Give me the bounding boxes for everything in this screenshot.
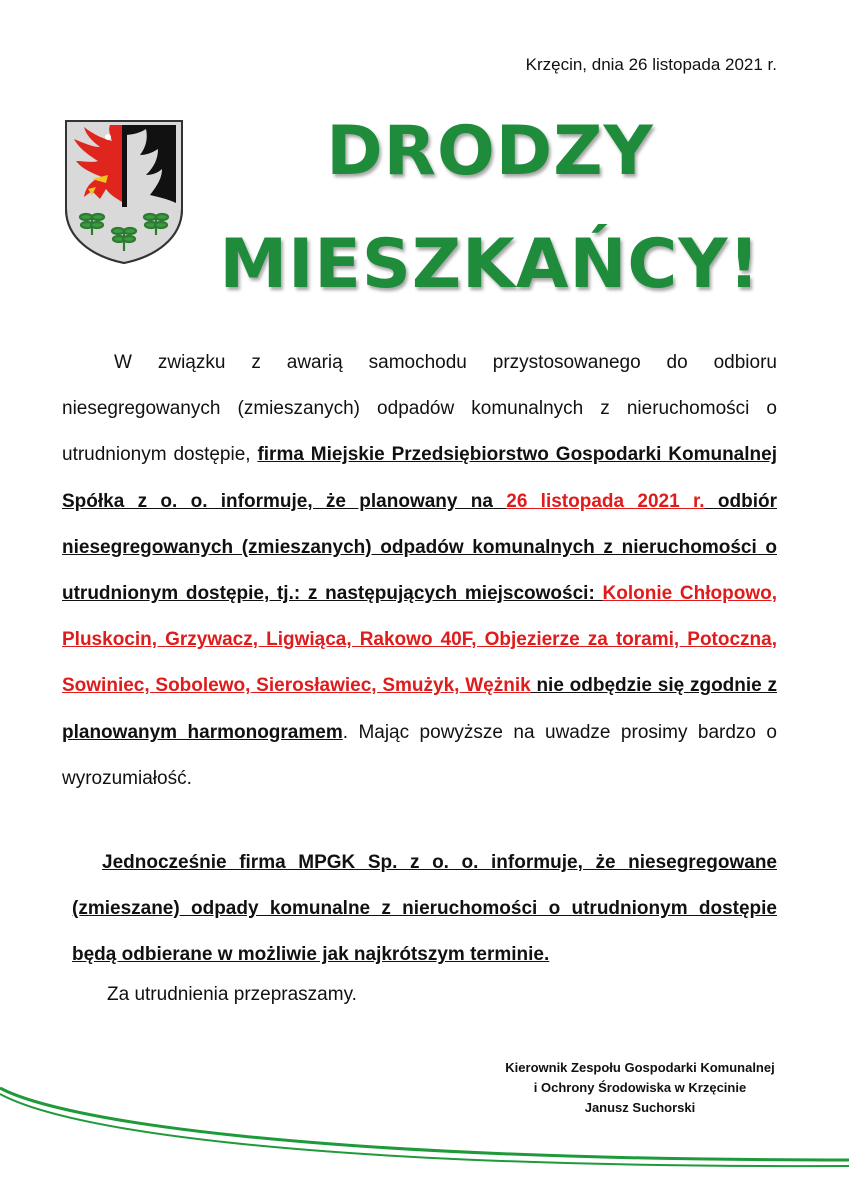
paragraph-intro: W związku z awarią samochodu przystosowanego do odbioru niesegregowanych (zmieszanych) odpadów komunalnych z nieruchomości o utrudnionym dostępie, (62, 352, 777, 466)
affected-localities: Kolonie Chłopowo, Pluskocin, Grzywacz, Ligwiąca, Rakowo 40F, Objezierze za torami, Potoczna, Sowiniec, Sobolewo, Sierosławiec, Smużyk, Wężnik (62, 583, 778, 697)
apology-text: Za utrudnienia przepraszamy. (107, 984, 357, 1005)
signature-title: Kierownik Zespołu Gospodarki Komunalnej (505, 1060, 775, 1075)
signature-department: i Ochrony Środowiska w Krzęcinie (533, 1080, 747, 1095)
collection-date: 26 listopada 2021 r. (506, 490, 705, 512)
paragraph-schedule: nie odbędzie się zgodnie z planowanym harmonogramem (62, 675, 778, 743)
followup-paragraph (72, 840, 777, 979)
paragraph-company: firma Miejskie Przedsiębiorstwo Gospodarki Komunalnej Spółka z o. o. informuje, że planowany na (62, 444, 777, 512)
paragraph-waste: odbiór niesegregowanych (zmieszanych) odpadów komunalnych z nieruchomości o utrudnionym dostępie, tj.: z następujących miejscowości: (62, 490, 777, 605)
headline-line2: MIESZKAŃCY! (219, 225, 761, 304)
main-paragraph (62, 340, 777, 802)
paragraph-tail: . Mając powyższe na uwadze prosimy bardzo o wyrozumiałość. (62, 721, 777, 789)
date-line: Krzęcin, dnia 26 listopada 2021 r. (525, 55, 777, 74)
signature-block (480, 1058, 800, 1118)
coat-of-arms-icon (62, 117, 186, 265)
followup-text: Jednocześnie firma MPGK Sp. z o. o. informuje, że niesegregowane (zmieszane) odpady komunalne z nieruchomości o utrudnionym dostępie będą odbierane w możliwie jak najkrótszym terminie. (72, 852, 777, 966)
headline-line1: DRODZY (326, 112, 654, 191)
signature-name: Janusz Suchorski (584, 1100, 696, 1115)
